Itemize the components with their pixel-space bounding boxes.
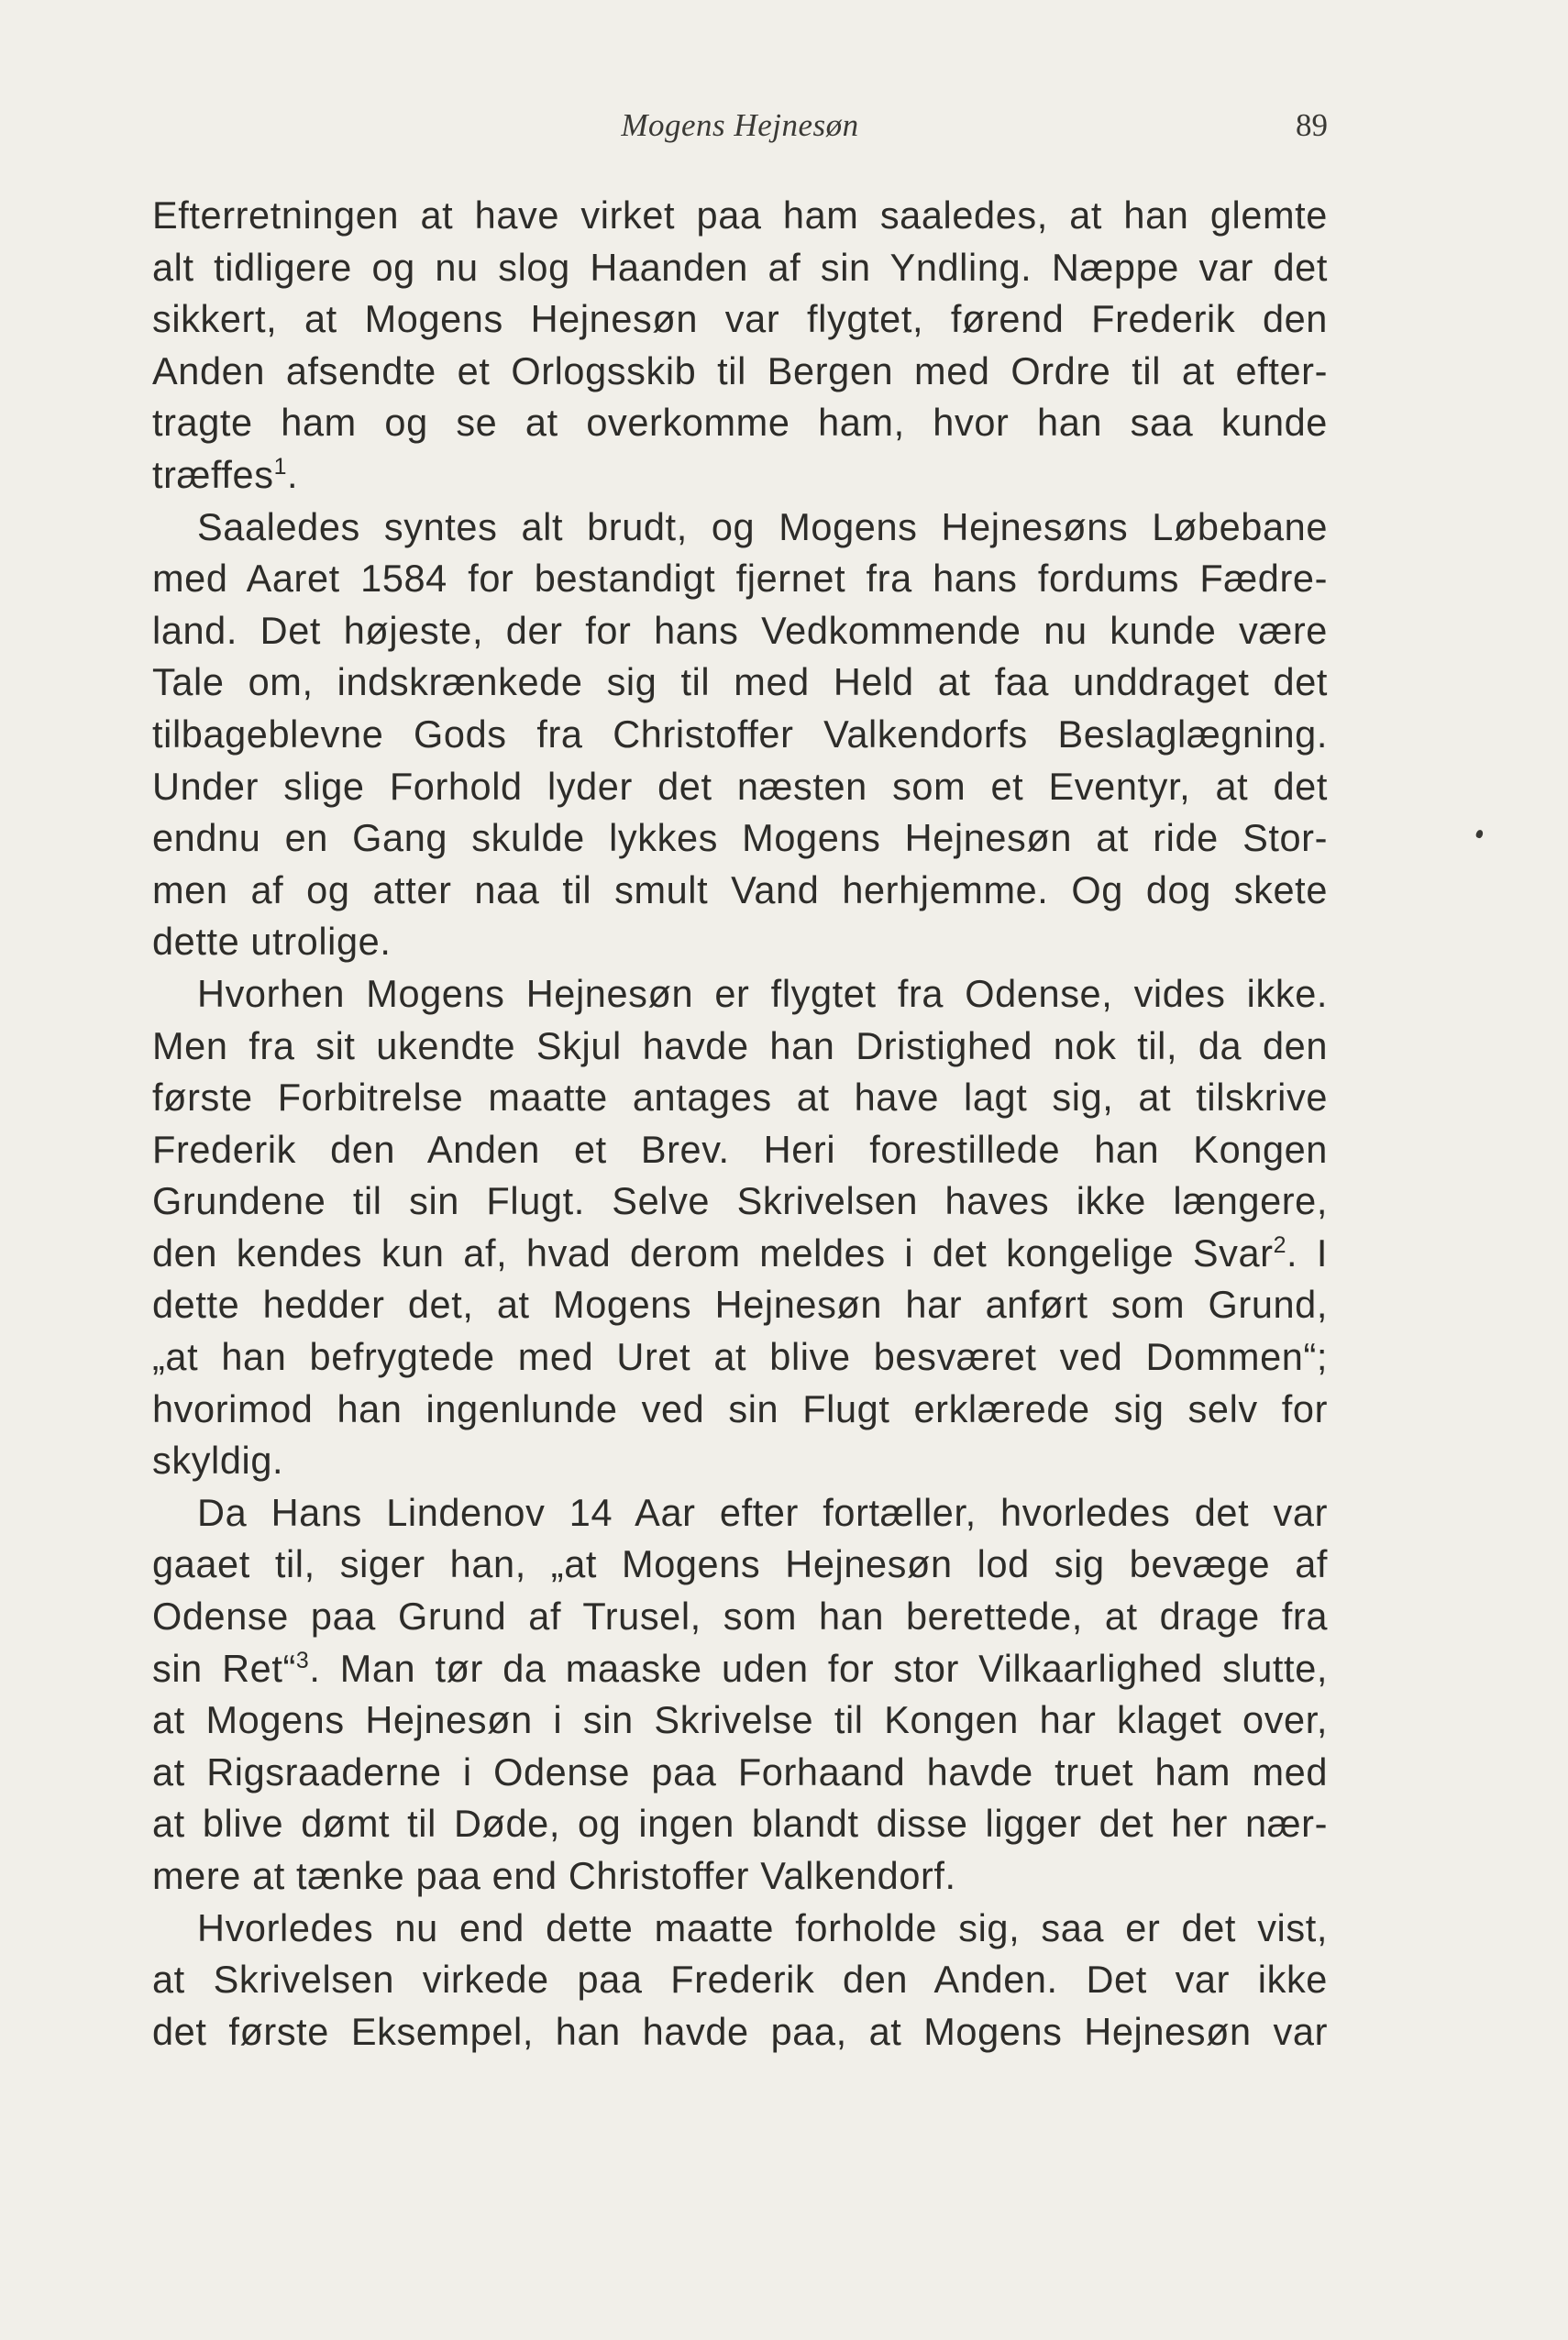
- text-line: alt tidligere og nu slog Haanden af sin Yndling. Næppe var det: [152, 245, 1328, 289]
- text-line: Anden afsendte et Orlogsskib til Bergen med Ordre til at efter-: [152, 348, 1328, 392]
- text-line: den kendes kun af, hvad derom meldes i det kongelige Svar$^2$. I: [152, 1231, 1329, 1275]
- paragraph: [152, 502, 1328, 968]
- text-line: „at han befrygtede med Uret at blive besværet ved Dommen“;: [152, 1335, 1328, 1379]
- text-line: land. Det højeste, der for hans Vedkommende nu kunde være: [152, 608, 1328, 652]
- text-line: at Rigsraaderne i Odense paa Forhaand havde truet ham med: [152, 1749, 1328, 1794]
- text-line: Hvorledes nu end dette maatte forholde sig, saa er det vist,: [197, 1905, 1328, 1949]
- body-text: [152, 190, 1328, 2058]
- text-line: træffes$^1$.: [152, 452, 299, 496]
- text-line: at Skrivelsen virkede paa Frederik den Anden. Det var ikke: [152, 1958, 1328, 2002]
- text-line: tragte ham og se at overkomme ham, hvor han saa kunde: [152, 401, 1328, 445]
- paragraph: [152, 1903, 1328, 2059]
- text-line: med Aaret 1584 for bestandigt fjernet fra hans fordums Fædre-: [152, 557, 1328, 601]
- text-line: Under slige Forhold lyder det næsten som et Eventyr, at det: [152, 764, 1328, 808]
- text-line: at Mogens Hejnesøn i sin Skrivelse til Kongen har klaget over,: [152, 1698, 1328, 1742]
- text-line: første Forbitrelse maatte antages at have lagt sig, at tilskrive: [152, 1076, 1328, 1120]
- text-line: dette hedder det, at Mogens Hejnesøn har anført som Grund,: [152, 1283, 1328, 1327]
- text-line: dette utrolige.: [152, 920, 392, 964]
- text-line: sin Ret“$^3$. Man tør da maaske uden for stor Vilkaarlighed slutte,: [152, 1646, 1329, 1690]
- text-line: men af og atter naa til smult Vand herhjemme. Og dog skete: [152, 867, 1328, 911]
- text-line: Efterretningen at have virket paa ham saaledes, at han glemte: [152, 193, 1328, 237]
- text-line: det første Eksempel, han havde paa, at Mogens Hejnesøn var: [152, 2009, 1328, 2053]
- text-line: Frederik den Anden et Brev. Heri forestillede han Kongen: [152, 1127, 1328, 1171]
- text-line: Saaledes syntes alt brudt, og Mogens Hejnesøns Løbebane: [197, 504, 1328, 548]
- text-line: Hvorhen Mogens Hejnesøn er flygtet fra Odense, vides ikke.: [197, 971, 1328, 1015]
- text-line: Odense paa Grund af Trusel, som han berettede, at drage fra: [152, 1595, 1328, 1639]
- text-line: skyldig.: [152, 1439, 284, 1483]
- text-line: hvorimod han ingenlunde ved sin Flugt erklærede sig selv for: [152, 1386, 1328, 1430]
- paragraph: [152, 1487, 1328, 1903]
- text-line: Grundene til sin Flugt. Selve Skrivelsen haves ikke længere,: [152, 1179, 1328, 1223]
- running-title: Mogens Hejnesøn: [621, 107, 859, 143]
- running-head: [152, 103, 1328, 149]
- text-line: mere at tænke paa end Christoffer Valkendorf.: [152, 1854, 956, 1897]
- paragraph: [152, 968, 1328, 1487]
- text-line: Men fra sit ukendte Skjul havde han Dristighed nok til, da den: [152, 1023, 1328, 1067]
- text-line: tilbageblevne Gods fra Christoffer Valkendorfs Beslaglægning.: [152, 712, 1328, 756]
- text-line: gaaet til, siger han, „at Mogens Hejnesøn lod sig bevæge af: [152, 1542, 1328, 1586]
- ink-speck: [1475, 829, 1485, 839]
- text-line: endnu en Gang skulde lykkes Mogens Hejnesøn at ride Stor-: [152, 816, 1328, 860]
- text-line: at blive dømt til Døde, og ingen blandt disse ligger det her nær-: [152, 1802, 1328, 1846]
- text-line: Tale om, indskrænkede sig til med Held at faa unddraget det: [152, 660, 1328, 704]
- text-line: sikkert, at Mogens Hejnesøn var flygtet, førend Frederik den: [152, 297, 1328, 341]
- page-number: 89: [1296, 107, 1328, 143]
- paragraph: [152, 190, 1328, 502]
- text-line: Da Hans Lindenov 14 Aar efter fortæller, hvorledes det var: [197, 1490, 1328, 1534]
